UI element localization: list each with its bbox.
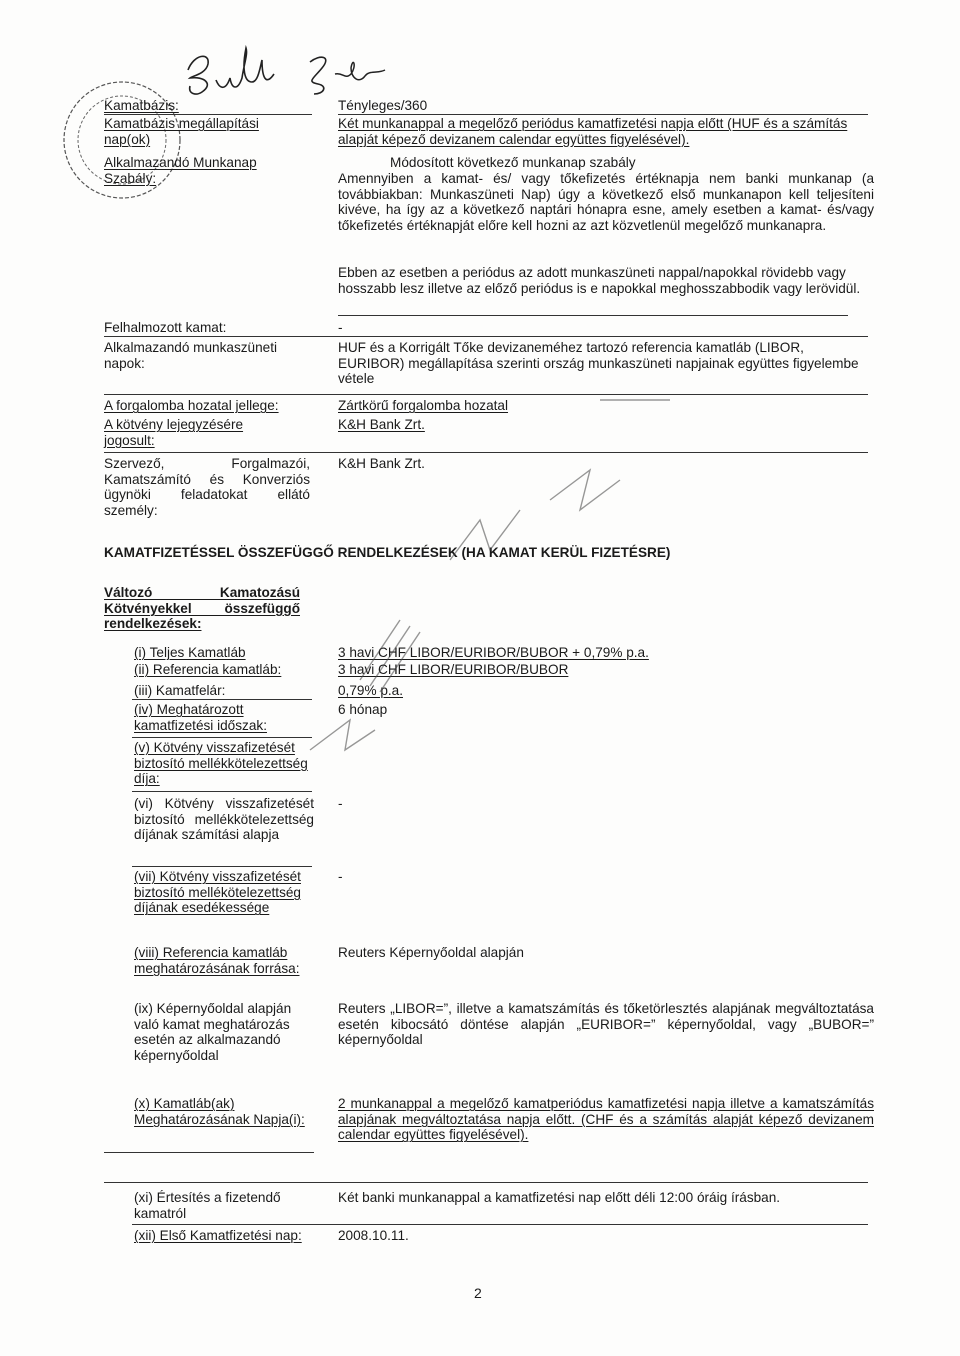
- value-munkanap-szabaly-title: Módosított következő munkanap szabály: [390, 155, 636, 170]
- label-szervezo: Szervező, Forgalmazói, Kamatszámító és Konverziós ügynöki feladatokat ellátó személy:: [104, 456, 310, 518]
- section-heading: KAMATFIZETÉSSEL ÖSSZEFÜGGŐ RENDELKEZÉSEK (HA KAMAT KERÜL FIZETÉSRE): [104, 545, 671, 560]
- rule: [104, 336, 868, 337]
- value-esedekessege: -: [338, 869, 343, 884]
- label-munkaszuneti-napok: Alkalmazandó munkaszüneti napok:: [104, 340, 278, 371]
- value-teljes-kamatlab: 3 havi CHF LIBOR/EURIBOR/BUBOR + 0,79% p.a.: [338, 645, 649, 660]
- page-number: 2: [474, 1285, 482, 1301]
- label-kepernyooldal: (ix) Képernyőoldal alapján való kamat meghatározás esetén az alkalmazandó képernyőoldal: [134, 1001, 292, 1063]
- value-szamitasi-alapja: -: [338, 796, 343, 811]
- label-lejegyzes: A kötvény lejegyzésére jogosult:: [104, 417, 244, 448]
- label-szamitasi-alapja: (vi) Kötvény visszafizetését biztosító mellékkötelezettség díjának számítási alapja: [134, 796, 314, 843]
- value-munkanap-szabaly-text: Amennyiben a kamat- és/ vagy tőkefizetés értéknapja nem banki munkanap (a továbbiakban: Munkaszüneti Nap) úgy a következő első munkanapon kell teljesíteni kivéve, ha így az a következő naptári hónapra esne, amely esetben a kamat- és/vagy tőkefizetés értéknapját előre kell hozni az azt közvetlenül megelőző munkanapra.: [338, 171, 874, 233]
- value-kepernyooldal: Reuters „LIBOR=”, illetve a kamatszámítás és tőketörlesztés alapjának megváltoztatása esetén kibocsátó döntése alapján „EURIBOR=” képernyőoldal, vagy „BUBOR=” képernyőoldal: [338, 1001, 874, 1048]
- label-esedekessege: (vii) Kötvény visszafizetését biztosító mellékötelezettség díjának esedékessége: [134, 869, 301, 916]
- value-kamatbazis-megallapitasi: Két munkanappal a megelőző periódus kamatfizetési napja előtt (HUF és a számítás alapját képező devizanem calendar együttes figyelésével).: [338, 116, 848, 147]
- label-kamatbazis-megallapitasi: Kamatbázis megállapítási nap(ok): [104, 116, 259, 147]
- label-forgalomba-hozatal: A forgalomba hozatal jellege:: [104, 398, 279, 413]
- value-munkaszuneti-napok: HUF és a Korrigált Tőke devizaneméhez tartozó referencia kamatláb (LIBOR, EURIBOR) megállapítása szerinti ország munkaszüneti napjainak együttes figyelembe vétele: [338, 340, 859, 387]
- label-mellekkotelezettseg-dija: (v) Kötvény visszafizetését biztosító mellékkötelezettség díja:: [134, 740, 308, 787]
- value-kamatfelar: 0,79% p.a.: [338, 683, 403, 698]
- label-referencia-forrasa: (viii) Referencia kamatláb meghatározásának forrása:: [134, 945, 300, 976]
- label-kamatfelar: (iii) Kamatfelár:: [134, 683, 226, 698]
- label-munkanap-szabaly: Alkalmazandó Munkanap Szabály:: [104, 155, 257, 186]
- value-elso-kamatfizetesi-nap: 2008.10.11.: [338, 1228, 409, 1243]
- diagonal-stamp: [250, 380, 730, 800]
- handwritten-signature: [180, 40, 460, 102]
- rule: [132, 866, 312, 867]
- value-lejegyzes: K&H Bank Zrt.: [338, 417, 425, 432]
- value-meghatarozas-napja: 2 munkanappal a megelőző kamatperiódus kamatfizetési napja illetve a kamatszámítás alapjának megváltoztatása napja előtt. (CHF és a számítás alapját képező devizanem calendar együttes figyelésével).: [338, 1096, 874, 1143]
- label-felhalmozott-kamat: Felhalmozott kamat:: [104, 320, 227, 335]
- value-referencia-kamatlab: 3 havi CHF LIBOR/EURIBOR/BUBOR: [338, 662, 569, 677]
- rule: [132, 1224, 868, 1225]
- label-valtozo-kamatozasu: Változó Kamatozású Kötvényekkel összefüggő rendelkezések:: [104, 585, 300, 632]
- rule: [104, 1182, 868, 1183]
- label-kamatbazis: Kamatbázis:: [104, 98, 179, 113]
- label-teljes-kamatlab: (i) Teljes Kamatláb: [134, 645, 246, 660]
- value-forgalomba-hozatal: Zártkörű forgalomba hozatal: [338, 398, 509, 413]
- value-kamatbazis: Tényleges/360: [338, 98, 428, 113]
- value-kamatfizetesi-idoszak: 6 hónap: [338, 702, 388, 717]
- rule: [338, 114, 868, 115]
- value-ertesites: Két banki munkanappal a kamatfizetési nap előtt déli 12:00 óráig írásban.: [338, 1190, 781, 1205]
- value-referencia-forrasa: Reuters Képernyőoldal alapján: [338, 945, 524, 960]
- label-meghatarozas-napja: (x) Kamatláb(ak) Meghatározásának Napja(i):: [134, 1096, 305, 1127]
- label-elso-kamatfizetesi-nap: (xii) Első Kamatfizetési nap:: [134, 1228, 302, 1243]
- value-szervezo: K&H Bank Zrt.: [338, 456, 425, 471]
- label-ertesites: (xi) Értesítés a fizetendő kamatról: [134, 1190, 281, 1221]
- label-referencia-kamatlab: (ii) Referencia kamatláb:: [134, 662, 282, 677]
- rule: [104, 1152, 314, 1153]
- value-felhalmozott-kamat: -: [338, 320, 343, 335]
- rule: [338, 315, 848, 316]
- value-munkanap-szabaly-text2: Ebben az esetben a periódus az adott munkaszüneti nappal/napokkal rövidebb vagy hosszabb lesz illetve az előző periódus is e napokkal meghosszabbodik vagy lerövidül.: [338, 265, 861, 296]
- rule: [104, 114, 312, 115]
- label-kamatfizetesi-idoszak: (iv) Meghatározott kamatfizetési időszak:: [134, 702, 267, 733]
